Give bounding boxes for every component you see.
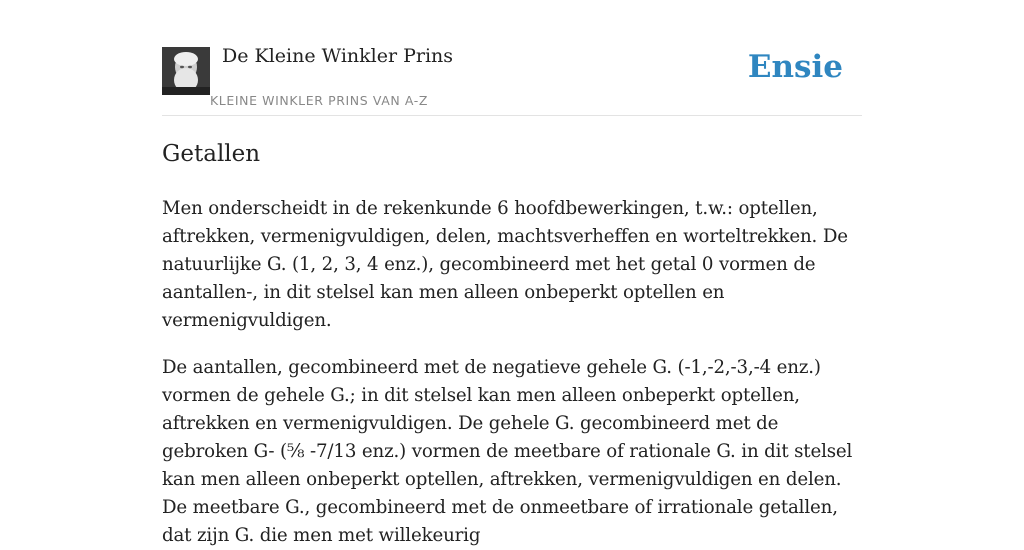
source-avatar[interactable] xyxy=(162,47,210,95)
article-paragraph: Men onderscheidt in de rekenkunde 6 hoofdbewerkingen, t.w.: optellen, aftrekken, vermenigvuldigen, delen, machtsverheffen en worteltrekken. De natuurlijke G. (1, 2, 3, 4 enz.), gecombineerd met het getal 0 vormen de aantallen-, in dit stelsel kan men alleen onbeperkt optellen en vermenigvuldigen. xyxy=(162,198,848,331)
page-title: Getallen xyxy=(162,141,261,167)
ensie-logo-link[interactable]: Ensie xyxy=(747,49,843,85)
source-title-link[interactable]: De Kleine Winkler Prins xyxy=(222,45,454,67)
article-paragraph: De aantallen, gecombineerd met de negatieve gehele G. (-1,-2,-3,-4 enz.) vormen de gehele G.; in dit stelsel kan men alleen onbeperkt optellen, aftrekken en vermenigvuldigen. De gehele G. gecombineerd met de gebroken G- (⅝ -7/13 enz.) vormen de meetbare of rationale G. in dit stelsel kan men alleen onbeperkt optellen, aftrekken, vermenigvuldigen en delen. De meetbare G., gecombineerd met de onmeetbare of irrationale getallen, dat zijn G. die men met willekeurig xyxy=(162,357,853,546)
portrait-avatar-icon xyxy=(162,47,210,95)
site-header xyxy=(162,0,862,116)
article xyxy=(162,138,868,550)
source-subtitle-link[interactable]: KLEINE WINKLER PRINS VAN A-Z xyxy=(210,93,429,108)
